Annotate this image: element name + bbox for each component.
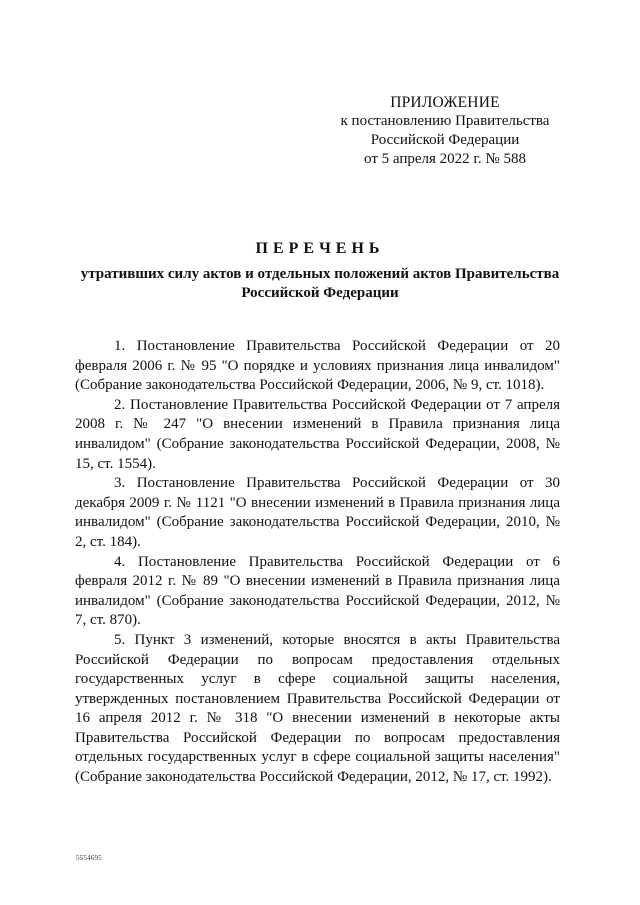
list-item: 5. Пункт 3 изменений, которые вносятся в акты Правительства Российской Федерации по вопросам предоставления отдельных государственных услуг в сфере социальной защиты населения, утвержденных постановлением Правительства Российской Федерации от 16 апреля 2012 г. № 318 "О внесении изменений в некоторые акты Правительства Российской Федерации по вопросам предоставления отдельных государственных услуг в сфере социальной защиты населения" (Собрание законодательства Российской Федерации, 2012, № 17, ст. 1992). xyxy=(75,631,560,786)
list-item: 2. Постановление Правительства Российской Федерации от 7 апреля 2008 г. № 247 "О внесении изменений в Правила признания лица инвалидом" (Собрание законодательства Российской Федерации, 2008, № 15, ст. 1554). xyxy=(75,396,560,472)
list-item: 4. Постановление Правительства Российской Федерации от 6 февраля 2012 г. № 89 "О внесении изменений в Правила признания лица инвалидом" (Собрание законодательства Российской Федерации, 2012, № 7, ст. 870). xyxy=(75,553,560,629)
footer-document-code: 5554695 xyxy=(76,854,102,862)
list-item: 3. Постановление Правительства Российской Федерации от 30 декабря 2009 г. № 1121 "О внесении изменений в Правила признания лица инвалидом" (Собрание законодательства Российской Федерации, 2010, № 2, ст. 184). xyxy=(75,475,560,550)
annex-line-resolution: к постановлению Правительства xyxy=(340,113,550,129)
annex-title: ПРИЛОЖЕНИЕ xyxy=(390,94,500,111)
annex-line-federation: Российской Федерации xyxy=(370,132,520,148)
document-subtitle: утративших силу актов и отдельных положений актов Правительства Российской Федерации xyxy=(80,266,560,301)
annex-block xyxy=(330,93,560,169)
list-item: 1. Постановление Правительства Российской Федерации от 20 февраля 2006 г. № 95 "О порядке и условиях признания лица инвалидом" (Собрание законодательства Российской Федерации, 2006, № 9, ст. 1018). xyxy=(75,338,560,394)
acts-list xyxy=(75,337,560,788)
document-title: ПЕРЕЧЕНЬ xyxy=(255,240,385,257)
annex-line-date: от 5 апреля 2022 г. № 588 xyxy=(364,151,526,167)
